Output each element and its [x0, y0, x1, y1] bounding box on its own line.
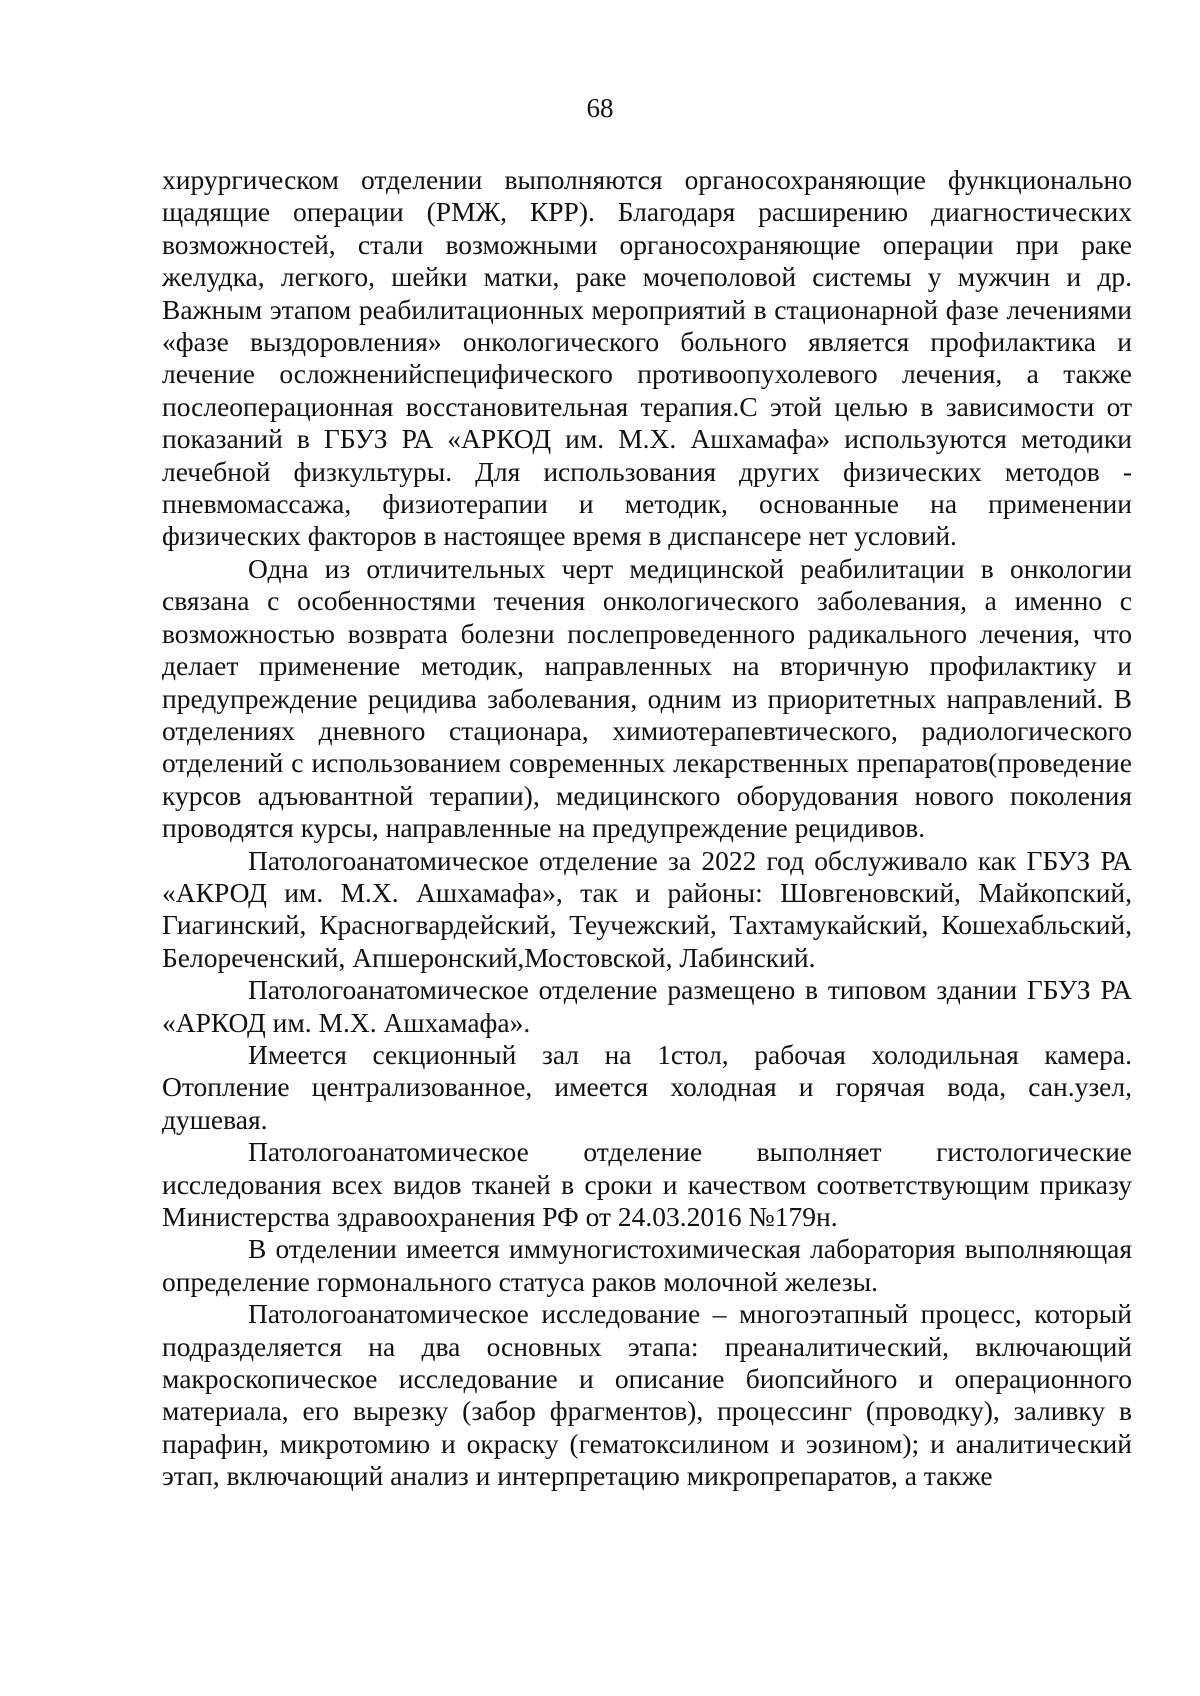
paragraph-pathology-process: Патологоанатомическое исследование – многоэтапный процесс, который подразделяется на два основных этапа: преаналитический, включающий макроскопическое исследование и описание биопсийного и операционного материала, его вырезку (забор фрагментов), процессинг (проводку), заливку в парафин, микротомию и окраску (гематоксилином и эозином); и аналитический этап, включающий анализ и интерпретацию микропрепаратов, а также [162, 1298, 1132, 1492]
paragraph-ihc-lab: В отделении имеется иммуногистохимическая лаборатория выполняющая определение гормонального статуса раков молочной железы. [162, 1233, 1132, 1297]
paragraph-pathology-service-area: Патологоанатомическое отделение за 2022 год обслуживало как ГБУЗ РА «АКРОД им. М.Х. Ашхамафа», так и районы: Шовгеновский, Майкопский, Гиагинский, Красногвардейский, Теучежский, Тахтамукайский, Кошехабльский, Белореченский, Апшеронский,Мостовской, Лабинский. [162, 844, 1132, 973]
paragraph-rehab-features: Одна из отличительных черт медицинской реабилитации в онкологии связана с особенностями течения онкологического заболевания, а именно с возможностью возврата болезни послепроведенного радикального лечения, что делает применение методик, направленных на вторичную профилактику и предупреждение рецидива заболевания, одним из приоритетных направлений. В отделениях дневного стационара, химиотерапевтического, радиологического отделений с использованием современных лекарственных препаратов(проведение курсов адъювантной терапии), медицинского оборудования нового поколения проводятся курсы, направленные на предупреждение рецидивов. [162, 552, 1132, 844]
paragraph-pathology-location: Патологоанатомическое отделение размещено в типовом здании ГБУЗ РА «АРКОД им. М.Х. Ашхамафа». [162, 974, 1132, 1038]
paragraph-histology: Патологоанатомическое отделение выполняет гистологические исследования всех видов тканей в сроки и качеством соответствующим приказу Министерства здравоохранения РФ от 24.03.2016 №179н. [162, 1136, 1132, 1232]
paragraph-pathology-facilities: Имеется секционный зал на 1стол, рабочая холодильная камера. Отопление централизованное, имеется холодная и горячая вода, сан.узел, душевая. [162, 1038, 1132, 1135]
body-text [162, 164, 1132, 1493]
paragraph-surgery-rehab: хирургическом отделении выполняются органосохраняющие функционально щадящие операции (РМЖ, КРР). Благодаря расширению диагностических возможностей, стали возможными органосохраняющие операции при раке желудка, легкого, шейки матки, раке мочеполовой системы у мужчин и др. Важным этапом реабилитационных мероприятий в стационарной фазе лечениями «фазе выздоровления» онкологического больного является профилактика и лечение осложненийспецифического противоопухолевого лечения, а также послеоперационная восстановительная терапия.С этой целью в зависимости от показаний в ГБУЗ РА «АРКОД им. М.Х. Ашхамафа» используются методики лечебной физкультуры. Для использования других физических методов - пневмомассажа, физиотерапии и методик, основанные на применении физических факторов в настоящее время в диспансере нет условий. [162, 164, 1132, 552]
page-number: 68 [586, 93, 614, 123]
